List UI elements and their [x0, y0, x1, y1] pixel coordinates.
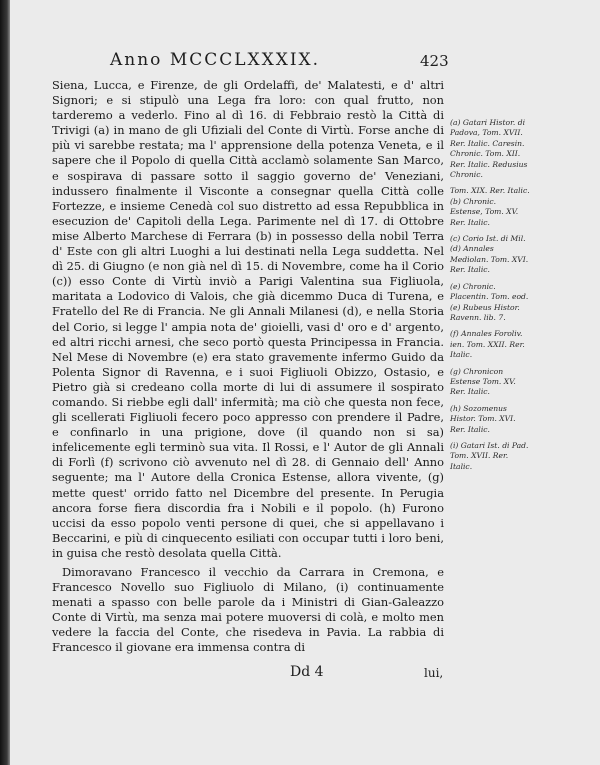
margin-note: (e) Chronic. Placentin. Tom. eod. (e) Rubeus Histor. Ravenn. lib. 7. [450, 281, 529, 322]
margin-note: (i) Gatari Ist. di Pad. Tom. XVII. Rer. Italic. [450, 440, 529, 471]
paragraph-1: Siena, Lucca, e Firenze, de gli Ordelaffi, de' Malatesti, e d' altri Signori; e si stipulò una Lega fra loro: con qual frutto, non tarderemo a vederlo. Fino al dì 16. di Febbraio restò la Città di Trivigi (a) in mano de gli Ufiziali del Conte di Virtù. Forse anche di più vi sarebbe restata; ma l' apprensione della potenza Veneta, e il sapere che il Popolo di quella Città acclamò solamente San Marco, e sospirava di passare sotto il saggio governo de' Veneziani, indussero finalmente il Visconte a consegnar quella Città colle Fortezze, e insieme Cenedà col suo distretto ad essa Repubblica in esecuzion de' Capitoli della Lega. Parimente nel dì 17. di Ottobre mise Alberto Marchese di Ferrara (b) in possesso della nobil Terra d' Este con gli altri Luoghi a lui destinati nella Lega suddetta. Nel dì 25. di Giugno (e non già nel dì 15. di Novembre, come ha il Corio (c)) esso Conte di Virtù inviò a Parigi Valentina sua Figliuola, maritata a Lodovico di Valois, che già dicemmo Duca di Turena, e Fratello del Re di Francia. Ne gli Annali Milanesi (d), e nella Storia del Corio, si legge l' ampia nota de' gioielli, vasi d' oro e d' argento, ed altri ricchi arnesi, che seco portò questa Principessa in Francia. Nel Mese di Novembre (e) era stato gravemente infermo Guido da Polenta Signor di Ravenna, e i suoi Figliuoli Obizzo, Ostasio, e Pietro già si credeano colla morte di lui di assumere il sospirato comando. Si riebbe egli dall' infermità; ma ciò che questa non fece, gli scellerati Figliuoli fecero poco appresso con prendere il Padre, e confinarlo in una prigione, dove (il quando non si sa) infelicemente egli terminò sua vita. Il Rossi, e l' Autor de gli Annali di Forlì (f) scrivono ciò avvenuto nel dì 28. di Gennaio dell' Anno seguente; ma l' Autore della Cronica Estense, allora vivente, (g) mette quest' orrido fatto nel Dicembre del presente. In Perugia ancora forse fiera discordia fra i Nobili e il popolo. (h) Furono uccisi da esso popolo venti persone di quei, che si appellavano i Beccarini, e più di cinquecento esiliati con occupar tutti i loro beni, in guisa che restò desolata quella Città. [52, 78, 444, 560]
header-title: Anno MCCCLXXXIX. [110, 50, 321, 70]
book-gutter [0, 0, 10, 765]
paragraph-2: Dimoravano Francesco il vecchio da Carrara in Cremona, e Francesco Novello suo Figliuolo di Milano, (i) continuamente menati a spasso con belle parole da i Ministri di Gian-Galeazzo Conte di Virtù, ma senza mai potere muoversi di colà, e molto men vedere la faccia del Conte, che risedeva in Pavia. La rabbia di Francesco il giovane era immensa contra di [52, 565, 444, 655]
main-text [52, 78, 444, 656]
margin-note: (h) Sozomenus Histor. Tom. XVI. Rer. Italic. [450, 403, 516, 434]
page-number: 423 [420, 52, 449, 70]
margin-note: Tom. XIX. Rer. Italic. (b) Chronic. Estense, Tom. XV. Rer. Italic. [450, 186, 530, 227]
signature-mark: Dd 4 [290, 664, 324, 680]
running-header [110, 50, 470, 70]
margin-note: (a) Gatari Histor. di Padova, Tom. XVII. Rer. Italic. Caresin. Chronic. Tom. XII. Rer. Italic. Redusius Chronic. [450, 118, 528, 180]
margin-notes [450, 118, 530, 478]
catchword: lui, [424, 666, 444, 680]
margin-note: (c) Corio Ist. di Mil. (d) Annales Mediolan. Tom. XVI. Rer. Italic. [450, 234, 529, 275]
margin-note: (g) Chronicon Estense Tom. XV. Rer. Italic. [450, 366, 516, 397]
margin-note: (f) Annales Foroliv. ien. Tom. XXII. Rer. Italic. [450, 329, 525, 360]
